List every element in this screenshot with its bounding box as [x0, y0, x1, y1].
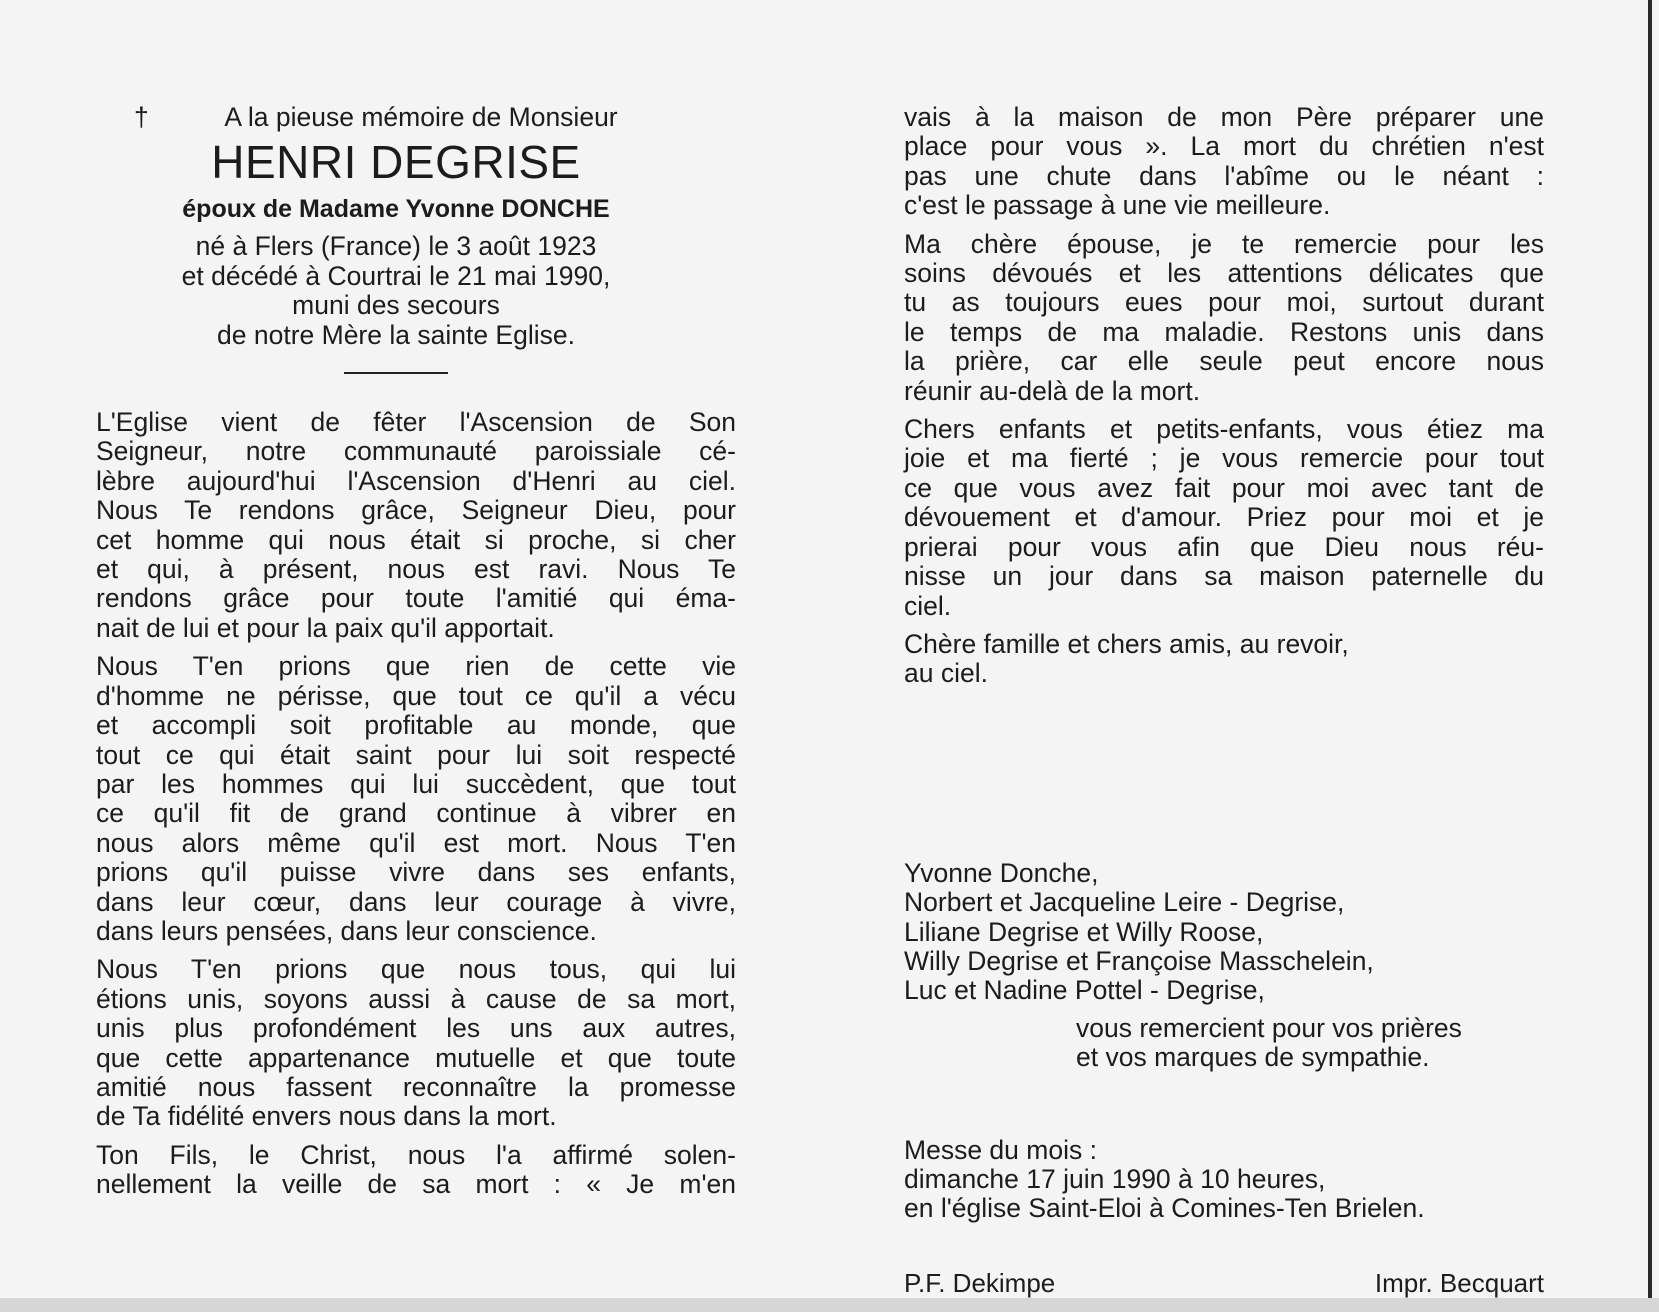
- text-line: pas une chute dans l'abîme ou le néant :: [904, 160, 1544, 191]
- text-line: prierai pour vous afin que Dieu nous réu-: [904, 531, 1544, 562]
- cross-icon: †: [134, 102, 149, 132]
- family-member: Yvonne Donche,: [904, 857, 1099, 888]
- text-line: réunir au-delà de la mort.: [904, 375, 1201, 406]
- family-member: Willy Degrise et Françoise Masschelein,: [904, 945, 1374, 976]
- text-line: dévouement et d'amour. Priez pour moi et je: [904, 502, 1544, 533]
- text-line: le temps de ma maladie. Restons unis dans: [904, 316, 1544, 347]
- text-line: vais à la maison de mon Père préparer une: [904, 102, 1544, 132]
- text-line: et qui, à présent, nous est ravi. Nous Te: [96, 554, 736, 585]
- text-line: cet homme qui nous était si proche, si cher: [96, 524, 736, 555]
- text-line: ce qu'il fit de grand continue à vibrer en: [96, 798, 736, 829]
- text-line: étions unis, soyons aussi à cause de sa mort,: [96, 983, 736, 1014]
- family-member: Norbert et Jacqueline Leire - Degrise,: [904, 887, 1345, 918]
- text-line: Nous T'en prions que rien de cette vie: [96, 651, 736, 682]
- text-line: tout ce qui était saint pour lui soit respecté: [96, 739, 736, 770]
- text-line: L'Eglise vient de fêter l'Ascension de Son: [96, 407, 736, 438]
- printer: Impr. Becquart: [1374, 1268, 1544, 1298]
- text-line: Seigneur, notre communauté paroissiale cé-: [96, 436, 736, 467]
- family-member: Luc et Nadine Pottel - Degrise,: [904, 975, 1265, 1006]
- left-paragraph: [96, 1141, 736, 1200]
- intro-text: A la pieuse mémoire de Monsieur: [224, 102, 618, 132]
- detail-line: né à Flers (France) le 3 août 1923: [195, 231, 597, 262]
- text-line: tu as toujours eues pour moi, surtout durant: [904, 287, 1544, 318]
- text-line: nellement la veille de sa mort : « Je m'en: [96, 1169, 736, 1200]
- right-paragraph: [904, 103, 1544, 221]
- undertaker: P.F. Dekimpe: [904, 1268, 1056, 1298]
- detail-line: de notre Mère la sainte Eglise.: [217, 319, 575, 350]
- deceased-name: HENRI DEGRISE: [211, 136, 581, 189]
- left-paragraph: [96, 652, 736, 946]
- card-header: [96, 103, 696, 374]
- detail-line: muni des secours: [292, 290, 500, 321]
- mass-info: [904, 1136, 1544, 1224]
- text-line: par les hommes qui lui succèdent, que tout: [96, 768, 736, 799]
- text-line: nous alors même qu'il est mort. Nous T'en: [96, 827, 736, 858]
- text-line: nisse un jour dans sa maison paternelle du: [904, 561, 1544, 592]
- text-line: ce que vous avez fait pour moi avec tant de: [904, 472, 1544, 503]
- right-paragraph: [904, 415, 1544, 621]
- text-line: Nous Te rendons grâce, Seigneur Dieu, pour: [96, 495, 736, 526]
- thanks-text: [1076, 1014, 1544, 1073]
- card-footer: [904, 1268, 1544, 1298]
- text-line: c'est le passage à une vie meilleure.: [904, 190, 1331, 221]
- text-line: soins dévoués et les attentions délicates que: [904, 258, 1544, 289]
- text-line: dans leurs pensées, dans leur conscience.: [96, 915, 597, 946]
- text-line: lèbre aujourd'hui l'Ascension d'Henri au ciel.: [96, 465, 736, 496]
- text-line: Nous T'en prions que nous tous, qui lui: [96, 954, 736, 985]
- text-line: au ciel.: [904, 658, 988, 689]
- text-line: unis plus profondément les uns aux autres,: [96, 1013, 736, 1044]
- text-line: la prière, car elle seule peut encore nous: [904, 346, 1544, 377]
- family-list: [904, 859, 1544, 1006]
- intro-line: [96, 103, 696, 132]
- text-line: de Ta fidélité envers nous dans la mort.: [96, 1101, 557, 1132]
- scan-edge: [0, 1298, 1659, 1312]
- right-column: [904, 103, 1544, 1224]
- left-paragraph: [96, 408, 736, 643]
- text-line: Ton Fils, le Christ, nous l'a affirmé solen-: [96, 1139, 736, 1170]
- left-column: [96, 103, 736, 1209]
- text-line: vous remercient pour vos prières: [1076, 1012, 1462, 1043]
- text-line: joie et ma fierté ; je vous remercie pour tout: [904, 443, 1544, 474]
- text-line: rendons grâce pour toute l'amitié qui éma-: [96, 583, 736, 614]
- text-line: que cette appartenance mutuelle et que toute: [96, 1042, 736, 1073]
- text-line: dimanche 17 juin 1990 à 10 heures,: [904, 1163, 1326, 1194]
- text-line: Ma chère épouse, je te remercie pour les: [904, 228, 1544, 259]
- text-line: Messe du mois :: [904, 1134, 1097, 1165]
- text-line: d'homme ne périsse, que tout ce qu'il a vécu: [96, 680, 736, 711]
- divider: [344, 372, 448, 374]
- text-line: Chers enfants et petits-enfants, vous étiez ma: [904, 414, 1544, 445]
- text-line: et vos marques de sympathie.: [1076, 1042, 1430, 1073]
- text-line: nait de lui et pour la paix qu'il apportait.: [96, 612, 555, 643]
- right-paragraph: [904, 230, 1544, 406]
- text-line: ciel.: [904, 590, 952, 621]
- text-line: place pour vous ». La mort du chrétien n'est: [904, 131, 1544, 162]
- spouse-line: époux de Madame Yvonne DONCHE: [182, 195, 610, 224]
- text-line: prions qu'il puisse vivre dans ses enfants,: [96, 857, 736, 888]
- family-member: Liliane Degrise et Willy Roose,: [904, 916, 1264, 947]
- text-line: amitié nous fassent reconnaître la promesse: [96, 1071, 736, 1102]
- text-line: Chère famille et chers amis, au revoir,: [904, 628, 1349, 659]
- text-line: dans leur cœur, dans leur courage à vivre,: [96, 886, 736, 917]
- left-paragraph: [96, 955, 736, 1131]
- detail-line: et décédé à Courtrai le 21 mai 1990,: [181, 260, 611, 291]
- text-line: et accompli soit profitable au monde, que: [96, 710, 736, 741]
- text-line: en l'église Saint-Eloi à Comines-Ten Brielen.: [904, 1193, 1425, 1224]
- right-paragraph: [904, 630, 1544, 689]
